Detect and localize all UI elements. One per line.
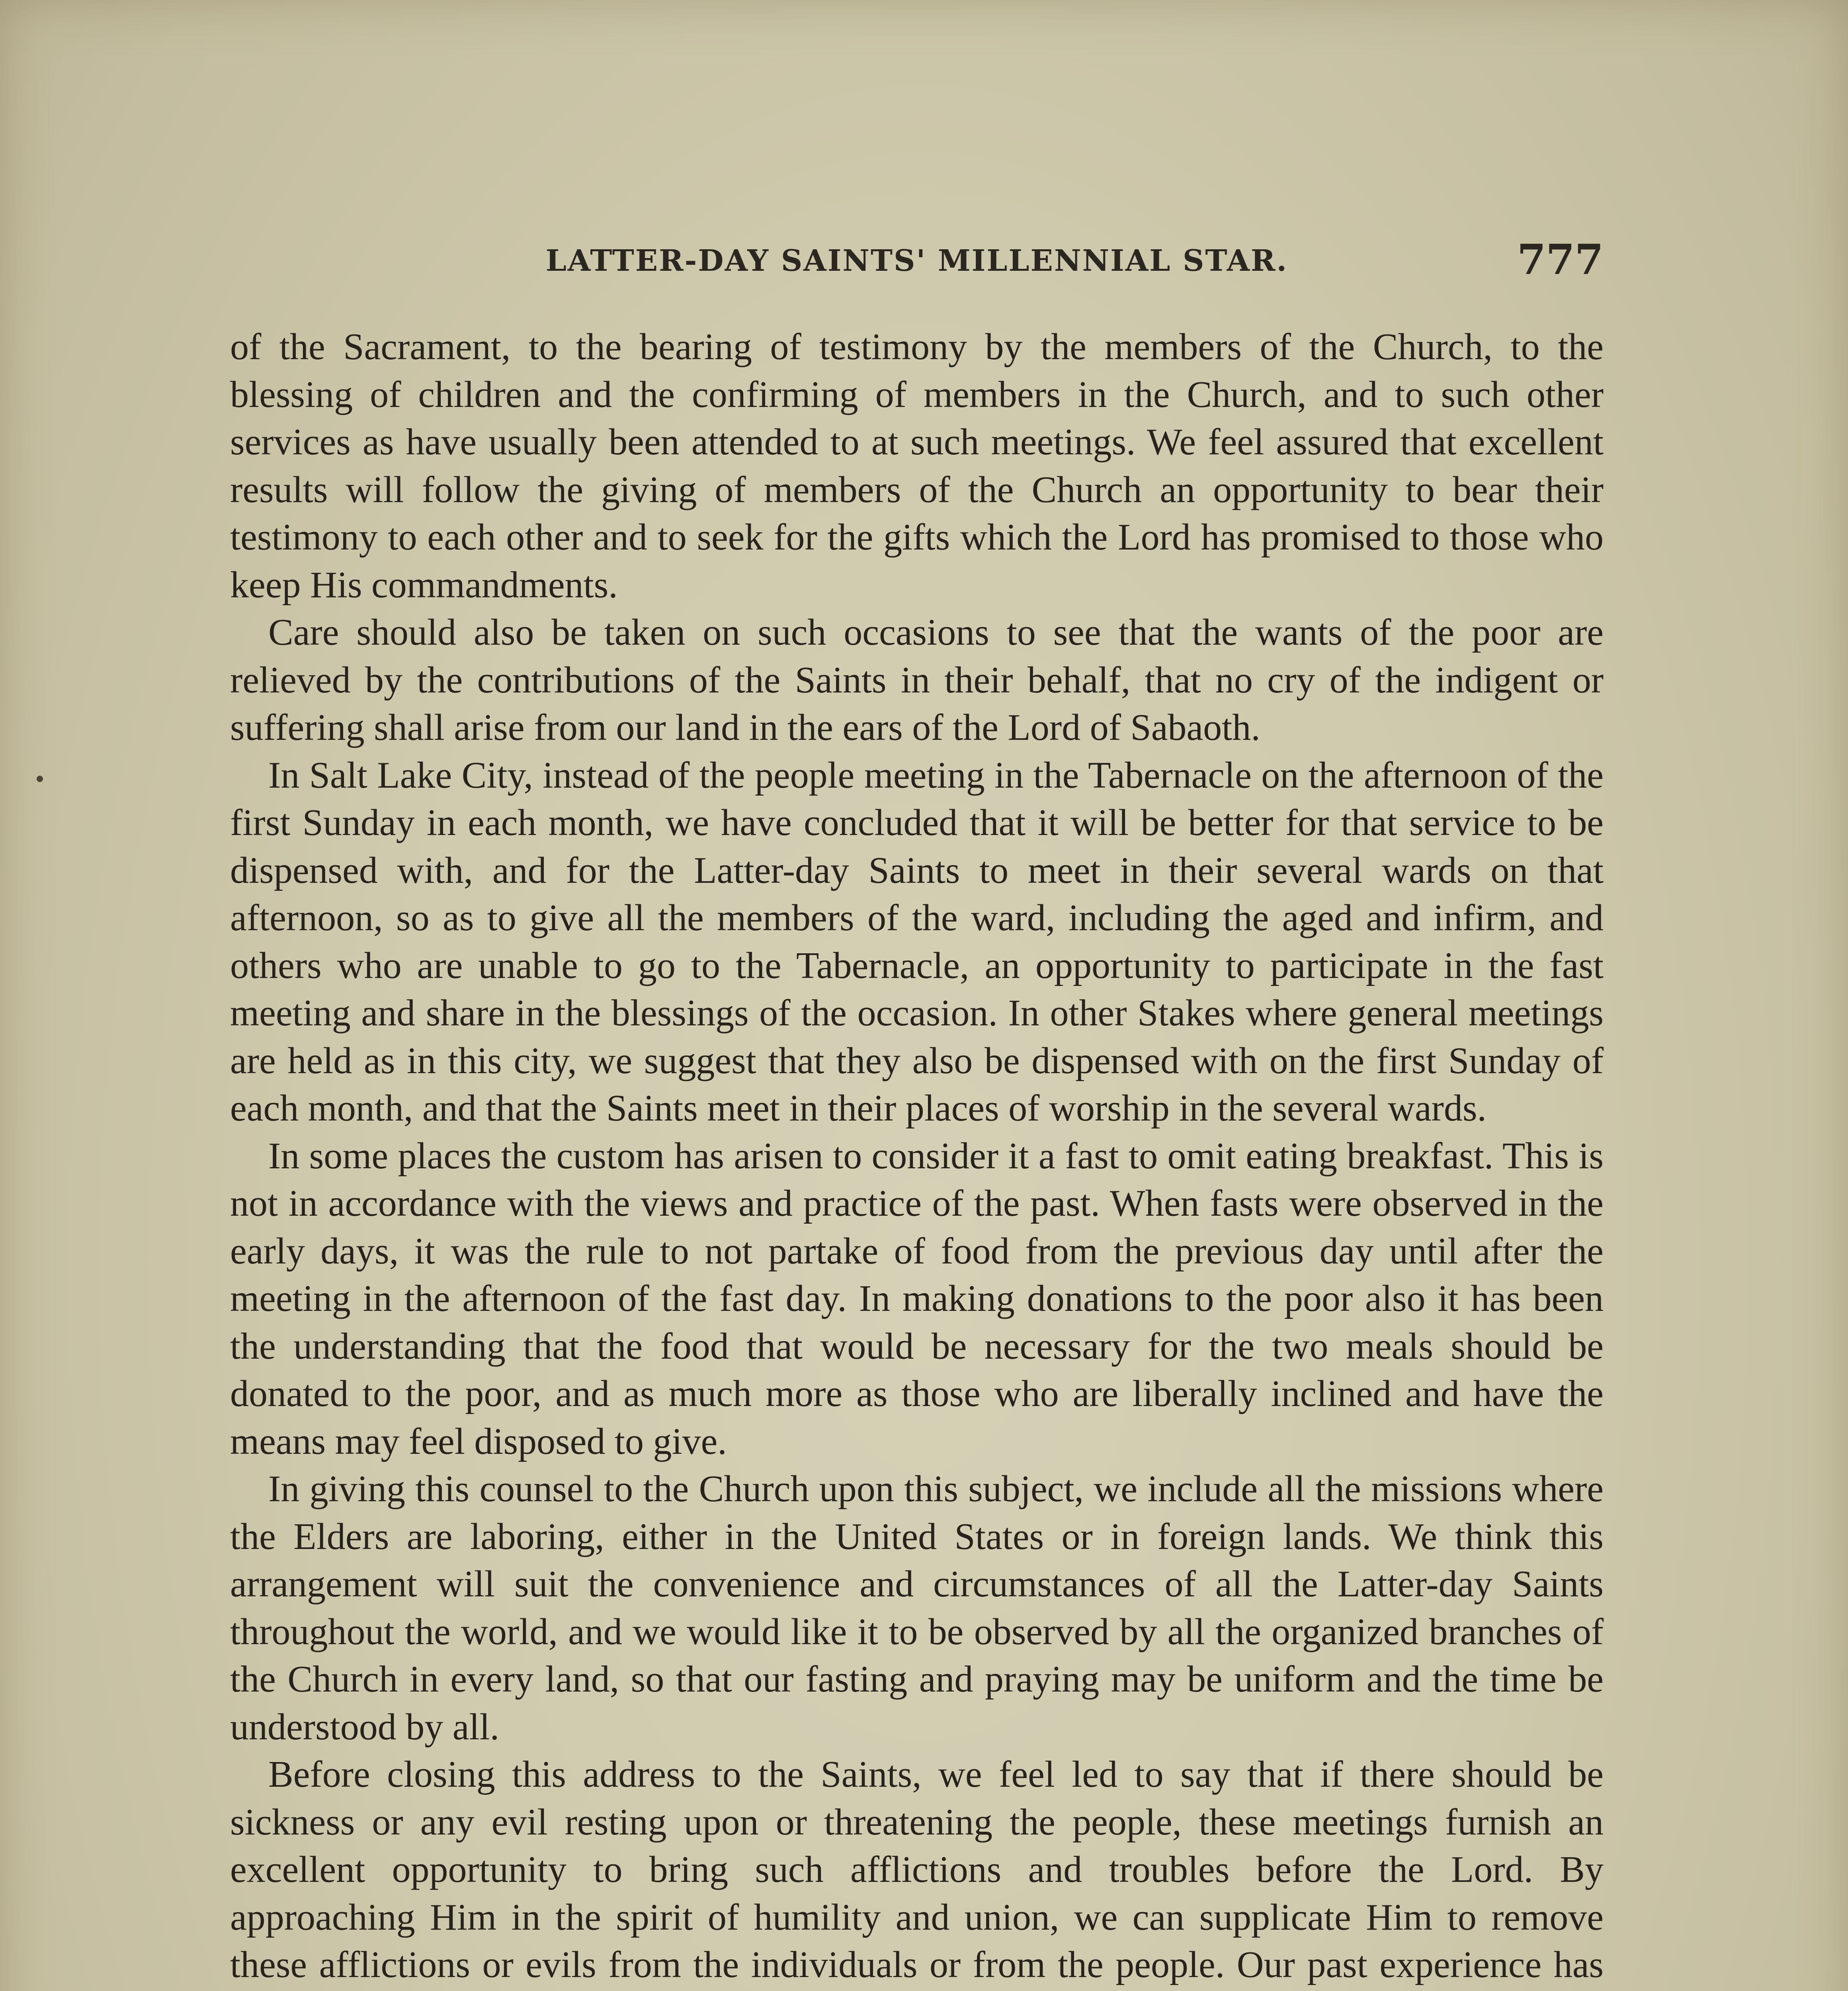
ink-speck <box>37 776 43 782</box>
running-title: LATTER-DAY SAINTS' MILLENNIAL STAR. <box>545 244 1288 278</box>
paragraph-1: of the Sacrament, to the bearing of testimony by the members of the Church, to the blessing of children and the confirming of members in the Church, and to such other services as have usually been attended to at such meetings. We feel assured that excellent results will follow the giving of members of the Church an opportunity to bear their testimony to each other and to seek for the gifts which the Lord has promised to those who keep His commandments. <box>230 326 1604 606</box>
running-head <box>230 235 1604 287</box>
page-number: 777 <box>1517 235 1604 284</box>
paragraph-3: In Salt Lake City, instead of the people meeting in the Tabernacle on the afternoon of the first Sunday in each month, we have concluded that it will be better for that service to be dispensed with, and for the Latter-day Saints to meet in their several wards on that afternoon, so as to give all the members of the ward, including the aged and infirm, and others who are unable to go to the Tabernacle, an opportunity to participate in the fast meeting and share in the blessings of the occasion. In other Stakes where general meetings are held as in this city, we suggest that they also be dispensed with on the first Sunday of each month, and that the Saints meet in their places of worship in the several wards. <box>230 754 1604 1129</box>
paragraph-2: Care should also be taken on such occasions to see that the wants of the poor are relieved by the contributions of the Saints in their behalf, that no cry of the indigent or suffering shall arise from our land in the ears of the Lord of Sabaoth. <box>230 612 1604 748</box>
paragraph-5: In giving this counsel to the Church upon this subject, we include all the missions where the Elders are laboring, either in the United States or in foreign lands. We think this arrangement will suit the convenience and circumstances of all the Latter-day Saints throughout the world, and we would like it to be observed by all the organized branches of the Church in every land, so that our fasting and praying may be uniform and the time be understood by all. <box>230 1468 1604 1748</box>
paragraph-4: In some places the custom has arisen to consider it a fast to omit eating breakfast. This is not in accordance with the views and practice of the past. When fasts were observed in the early days, it was the rule to not partake of food from the previous day until after the meeting in the afternoon of the fast day. In making donations to the poor also it has been the understanding that the food that would be necessary for the two meals should be donated to the poor, and as much more as those who are liberally inclined and have the means may feel disposed to give. <box>230 1135 1604 1462</box>
paragraph-6: Before closing this address to the Saints, we feel led to say that if there should be sickness or any evil resting upon or threatening the people, these meetings furnish an excellent opportunity to bring such afflictions and troubles before the Lord. By approaching Him in the spirit of humility and union, we can supplicate Him to remove these afflictions or evils from the individuals or from the people. Our past experience has <box>230 1754 1604 1985</box>
body-text <box>230 323 1604 1991</box>
